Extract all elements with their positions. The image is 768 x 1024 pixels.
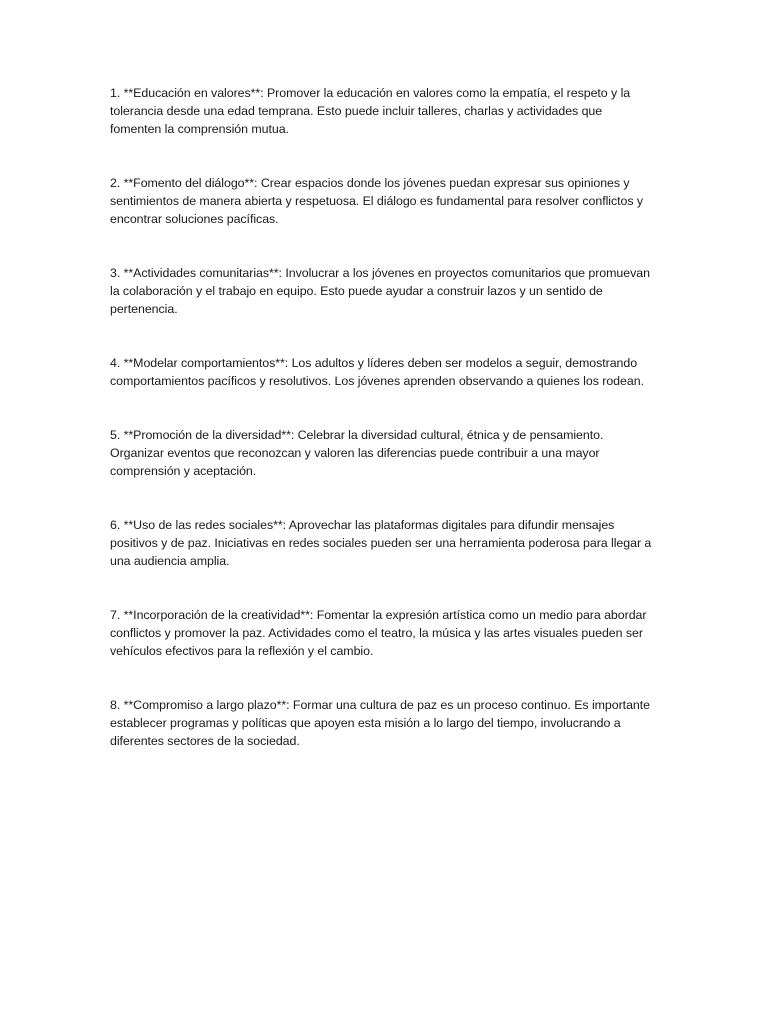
list-item-4: 4. **Modelar comportamientos**: Los adultos y líderes deben ser modelos a seguir, demostrando comportamientos pacíficos y resolutivos. Los jóvenes aprenden observando a quienes los rodean. xyxy=(110,356,644,388)
list-item-7: 7. **Incorporación de la creatividad**: Fomentar la expresión artística como un medio para abordar conflictos y promover la paz. Actividades como el teatro, la música y las artes visuales pueden ser vehículos efectivos para la reflexión y el cambio. xyxy=(110,608,647,658)
list-item-8: 8. **Compromiso a largo plazo**: Formar una cultura de paz es un proceso continuo. Es importante establecer programas y políticas que apoyen esta misión a lo largo del tiempo, involucrando a diferentes sectores de la sociedad. xyxy=(110,698,650,748)
list-item-5: 5. **Promoción de la diversidad**: Celebrar la diversidad cultural, étnica y de pensamiento. Organizar eventos que reconozcan y valoren las diferencias puede contribuir a una mayor comprensión y aceptación. xyxy=(110,428,604,478)
document-body xyxy=(110,84,655,786)
list-item-2: 2. **Fomento del diálogo**: Crear espacios donde los jóvenes puedan expresar sus opiniones y sentimientos de manera abierta y respetuosa. El diálogo es fundamental para resolver conflictos y encontrar soluciones pacíficas. xyxy=(110,176,644,226)
list-item-3: 3. **Actividades comunitarias**: Involucrar a los jóvenes en proyectos comunitarios que promuevan la colaboración y el trabajo en equipo. Esto puede ayudar a construir lazos y un sentido de pertenencia. xyxy=(110,266,650,316)
list-item-1: 1. **Educación en valores**: Promover la educación en valores como la empatía, el respeto y la tolerancia desde una edad temprana. Esto puede incluir talleres, charlas y actividades que fomenten la comprensión mutua. xyxy=(110,86,631,136)
list-item-6: 6. **Uso de las redes sociales**: Aprovechar las plataformas digitales para difundir mensajes positivos y de paz. Iniciativas en redes sociales pueden ser una herramienta poderosa para llegar a una audiencia amplia. xyxy=(110,518,652,568)
